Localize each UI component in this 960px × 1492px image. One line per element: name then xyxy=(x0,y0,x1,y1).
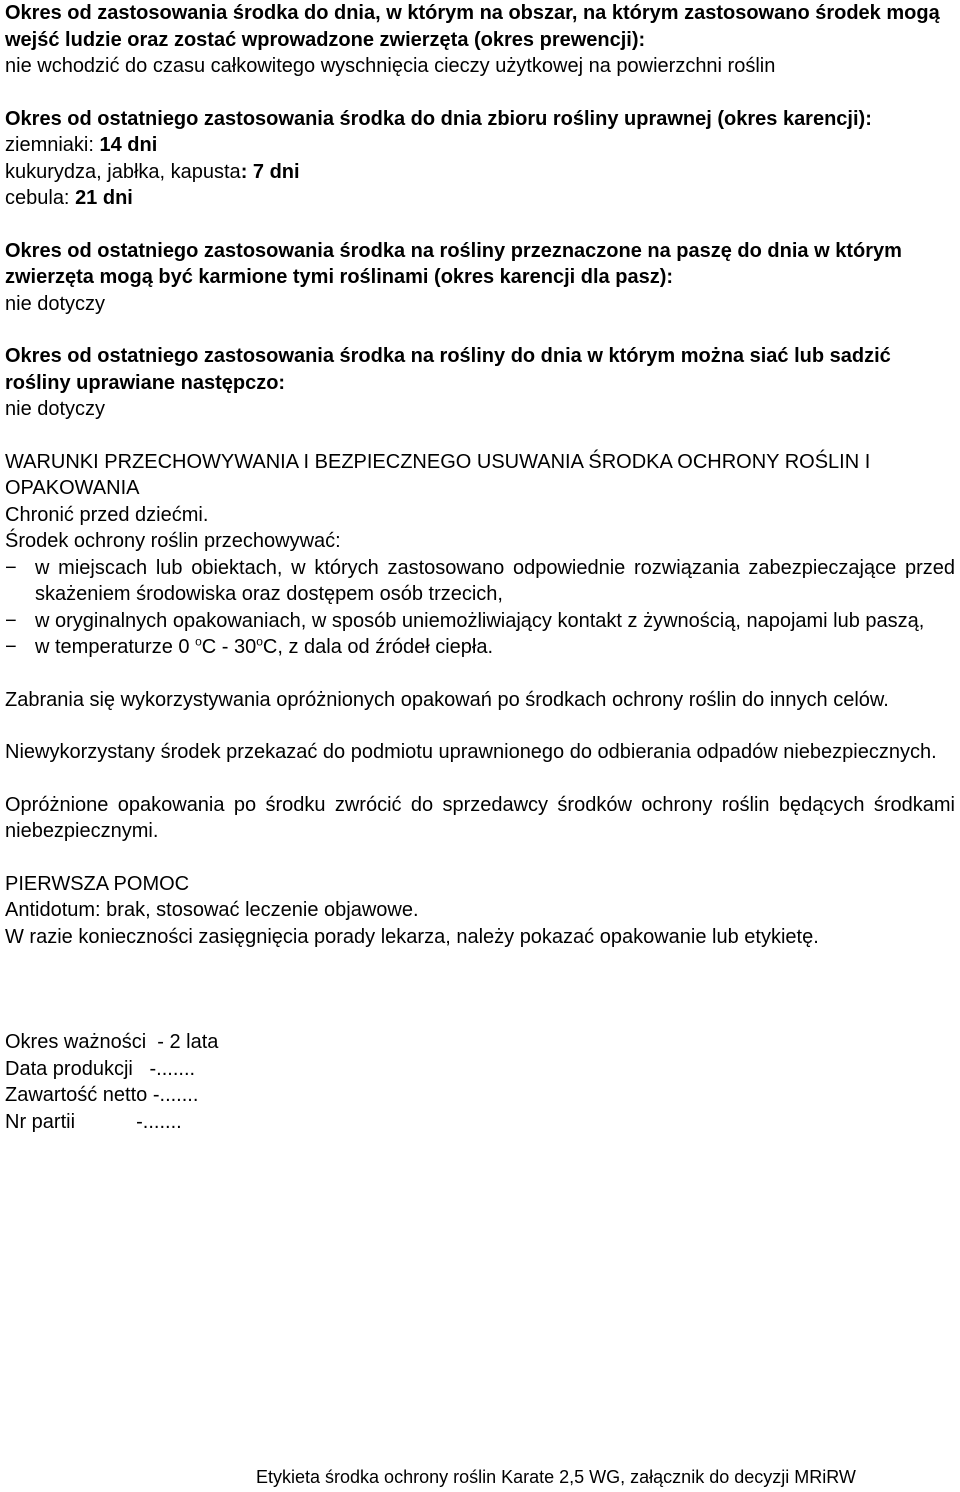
sowing-text: nie dotyczy xyxy=(5,398,106,420)
storage-line1: Chronić przed dziećmi. xyxy=(5,503,209,526)
harvest-days: : 7 dni xyxy=(240,160,300,183)
meta-value: - 2 lata xyxy=(146,1031,219,1053)
feed-title: Okres od ostatniego zastosowania środka na rośliny przeznaczone na paszę do dnia w którym zwierzęta mogą być karmione tymi roślinami (okres karencji dla pasz): xyxy=(5,239,902,288)
disposal-paragraph: Niewykorzystany środek przekazać do podmiotu uprawnionego do odbierania odpadów niebezpiecznych. xyxy=(5,741,937,763)
list-item xyxy=(5,608,955,635)
disposal-paragraph: Opróżnione opakowania po środku zwrócić do sprzedawcy środków ochrony roślin będących środkami niebezpiecznymi. xyxy=(5,793,955,842)
harvest-days: 21 dni xyxy=(75,187,133,209)
harvest-item xyxy=(5,159,955,186)
meta-value: -....... xyxy=(132,1057,196,1080)
product-meta xyxy=(5,1029,955,1135)
harvest-crop: cebula: xyxy=(5,187,76,209)
meta-row xyxy=(5,1029,955,1056)
list-item-text xyxy=(35,636,493,658)
degree-sup: o xyxy=(195,634,202,649)
harvest-days: 14 dni xyxy=(99,134,158,156)
list-item xyxy=(5,555,955,608)
meta-value: -....... xyxy=(147,1084,199,1106)
first-aid-line1: Antidotum: brak, stosować leczenie objawowe. xyxy=(5,899,419,921)
dash-bullet: − xyxy=(5,556,17,579)
prevention-title: Okres od zastosowania środka do dnia, w którym na obszar, na którym zastosowano środek mogą wejść ludzie oraz zostać wprowadzone zwierzęta (okres prewencji): xyxy=(5,2,940,51)
meta-label: Nr partii xyxy=(5,1110,76,1133)
meta-label: Data produkcji xyxy=(5,1057,133,1080)
disposal-paragraph: Zabrania się wykorzystywania opróżnionych opakowań po środkach ochrony roślin do innych celów. xyxy=(5,688,889,711)
footer-note: Etykieta środka ochrony roślin Karate 2,5 WG, załącznik do decyzji MRiRW xyxy=(256,1467,856,1487)
harvest-crop: kukurydza, jabłka, kapusta xyxy=(5,160,241,183)
meta-label: Zawartość netto xyxy=(5,1084,148,1106)
harvest-crop: ziemniaki: xyxy=(5,134,100,156)
harvest-title: Okres od ostatniego zastosowania środka do dnia zbioru rośliny uprawnej (okres karencji): xyxy=(5,107,872,130)
harvest-item xyxy=(5,185,955,212)
meta-label: Okres ważności xyxy=(5,1031,147,1053)
sowing-title: Okres od ostatniego zastosowania środka na rośliny do dnia w którym można siać lub sadzić rośliny uprawiane następczo: xyxy=(5,345,891,394)
storage-list xyxy=(5,555,955,661)
dash-bullet: − xyxy=(5,609,17,632)
storage-line2: Środek ochrony roślin przechowywać: xyxy=(5,530,341,552)
temp-post: C, z dala od źródeł ciepła. xyxy=(262,636,494,658)
prevention-text: nie wchodzić do czasu całkowitego wyschnięcia cieczy użytkowej na powierzchni roślin xyxy=(5,55,776,77)
temp-pre: w temperaturze 0 xyxy=(35,636,196,658)
dash-bullet: − xyxy=(5,636,17,658)
first-aid-line2: W razie konieczności zasięgnięcia porady lekarza, należy pokazać opakowanie lub etykietę. xyxy=(5,925,819,948)
label-page xyxy=(5,0,955,1135)
meta-row xyxy=(5,1082,955,1109)
meta-value: -....... xyxy=(75,1110,182,1133)
list-item-text: w oryginalnych opakowaniach, w sposób uniemożliwiający kontakt z żywnością, napojami lub paszą, xyxy=(35,609,925,632)
temp-mid: C - 30 xyxy=(201,636,257,658)
feed-text: nie dotyczy xyxy=(5,292,106,315)
list-item xyxy=(5,634,955,661)
meta-row xyxy=(5,1109,955,1136)
meta-row xyxy=(5,1056,955,1083)
degree-sup: o xyxy=(256,634,263,649)
storage-heading: WARUNKI PRZECHOWYWANIA I BEZPIECZNEGO USUWANIA ŚRODKA OCHRONY ROŚLIN I OPAKOWANIA xyxy=(5,450,871,499)
list-item-text: w miejscach lub obiektach, w których zastosowano odpowiednie rozwiązania zabezpieczające przed skażeniem środowiska oraz dostępem osób trzecich, xyxy=(35,556,955,605)
harvest-item xyxy=(5,132,955,159)
first-aid-heading: PIERWSZA POMOC xyxy=(5,872,190,895)
